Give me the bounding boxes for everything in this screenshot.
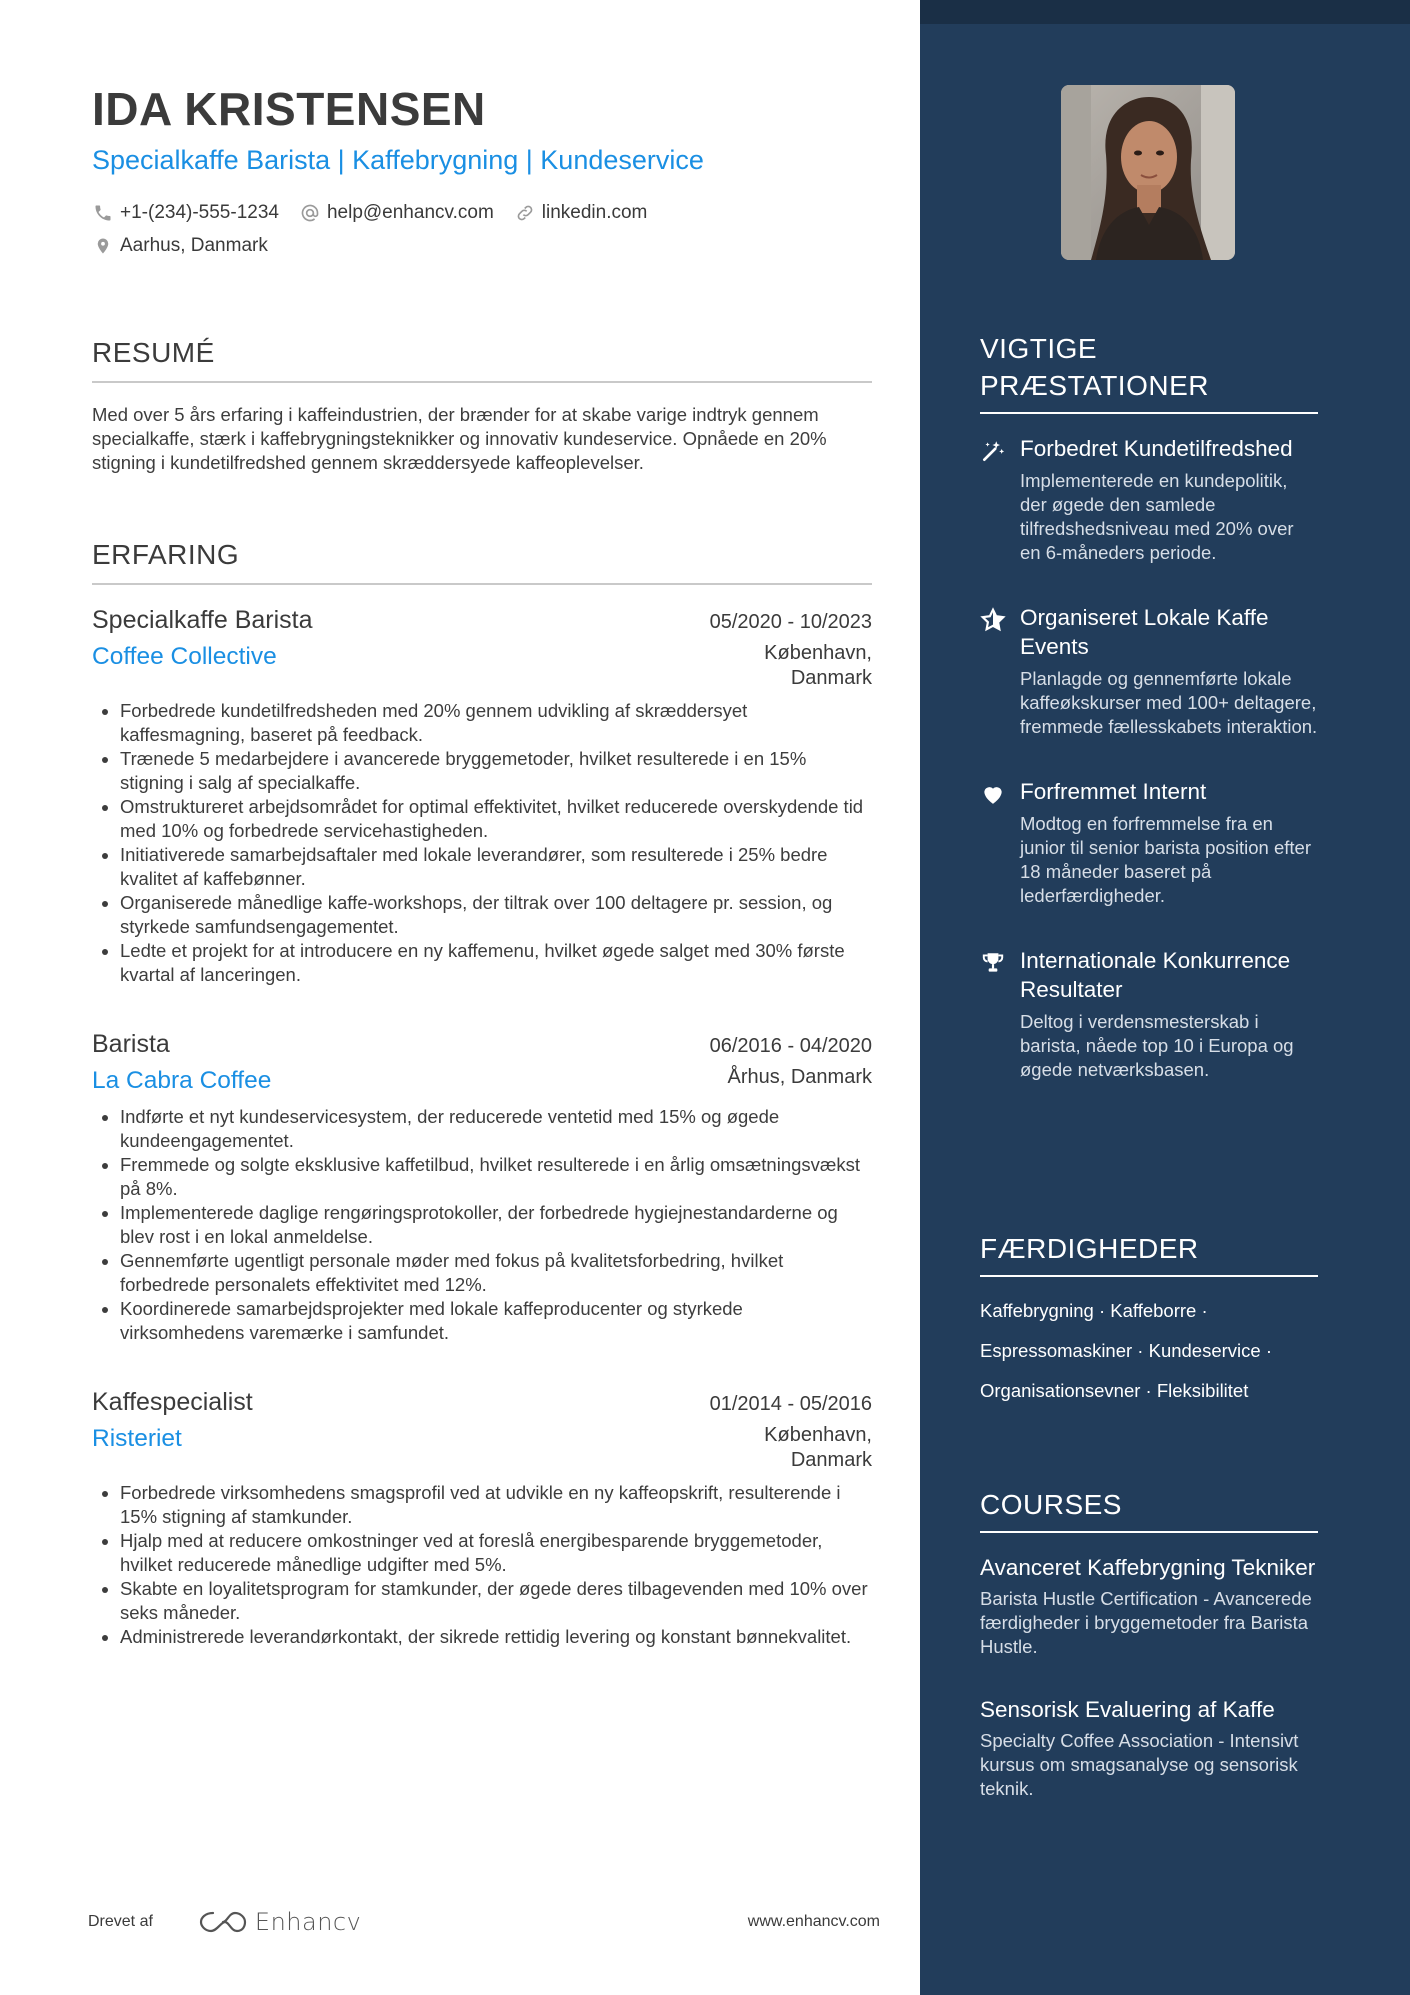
heart-icon	[980, 777, 1020, 908]
email-contact[interactable]	[299, 202, 494, 224]
job-bullets	[92, 1481, 872, 1649]
course-item	[980, 1553, 1318, 1659]
location-contact	[92, 235, 268, 257]
company-name[interactable]: Risteriet	[92, 1425, 182, 1452]
bullet-item: • Forbedrede virksomhedens smagsprofil ved at udvikle en ny kaffeopskrift, resulterende i 15% stigning af stamkunder.	[120, 1481, 872, 1529]
summary-section	[92, 335, 872, 475]
experience-title: ERFARING	[92, 537, 872, 585]
footer	[88, 1902, 880, 1942]
job-bullets	[92, 1105, 872, 1345]
achievement-desc: Planlagde og gennemførte lokale kaffeøkskurser med 100+ deltagere, fremmede fællesskabets interaktion.	[1020, 668, 1318, 737]
achievement-title: Internationale Konkurrence Resultater	[1020, 948, 1291, 1002]
achievement-title: Forbedret Kundetilfredshed	[1020, 436, 1293, 461]
bullet-item: • Fremmede og solgte eksklusive kaffetilbud, hvilket resulterede i en årlig omsætningsvækst på 8%.	[120, 1153, 872, 1201]
contact-info	[92, 196, 872, 262]
bullet-item: • Gennemførte ugentligt personale møder med fokus på kvalitetsforbedring, hvilket forbedrede personalets effektivitet med 12%.	[120, 1249, 872, 1297]
achievement-title: Forfremmet Internt	[1020, 779, 1207, 804]
bullet-item: • Administrerede leverandørkontakt, der sikrede rettidig levering og konstant bønnekvalitet.	[120, 1625, 872, 1649]
job-location-line1: København,	[764, 642, 872, 664]
bullet-item: • Hjalp med at reducere omkostninger ved at foreslå energibesparende bryggemetoder, hvilket reducerede månedlige udgifter med 5%.	[120, 1529, 872, 1577]
brand-logo[interactable]	[199, 1908, 361, 1936]
course-desc: Specialty Coffee Association - Intensivt kursus om smagsanalyse og sensorisk teknik.	[980, 1730, 1299, 1799]
job-location	[764, 1423, 872, 1473]
email-address: help@enhancv.com	[326, 201, 494, 223]
bullet-item: • Organiserede månedlige kaffe-workshops, der tiltrak over 100 deltagere pr. session, og styrkede samfundsengagementet.	[120, 891, 872, 939]
sidebar-top-bar	[920, 0, 1410, 24]
courses-title: COURSES	[980, 1486, 1318, 1533]
brand-name: Enhancv	[254, 1908, 362, 1936]
job-location-line1: Århus, Danmark	[727, 1066, 872, 1088]
sidebar	[920, 0, 1410, 1995]
job-date: 06/2016 - 04/2020	[709, 1035, 872, 1057]
job-entry	[92, 603, 872, 987]
skills-title: FÆRDIGHEDER	[980, 1230, 1318, 1277]
bullet-item: • Initiativerede samarbejdsaftaler med lokale leverandører, som resulterede i 25% bedre kvalitet af kaffebønner.	[120, 843, 872, 891]
location-pin-icon	[92, 235, 114, 257]
phone-contact[interactable]	[92, 202, 279, 224]
job-location-line2: Danmark	[790, 667, 872, 689]
achievement-title: Organiseret Lokale Kaffe Events	[1020, 605, 1269, 659]
summary-title: RESUMÉ	[92, 335, 872, 383]
company-name[interactable]: Coffee Collective	[92, 643, 277, 670]
job-title: Barista	[92, 1030, 170, 1058]
linkedin-url: linkedin.com	[541, 201, 648, 223]
powered-by-label: Drevet af	[88, 1913, 153, 1930]
course-desc: Barista Hustle Certification - Avancerede færdigheder i bryggemetoder fra Barista Hustle.	[980, 1588, 1312, 1657]
course-title: Sensorisk Evaluering af Kaffe	[980, 1697, 1275, 1722]
skills-line: Kaffebrygning · Kaffeborre ·	[980, 1300, 1208, 1321]
job-title: Kaffespecialist	[92, 1388, 253, 1416]
course-item	[980, 1695, 1318, 1801]
achievement-item	[980, 777, 1318, 908]
bullet-item: • Forbedrede kundetilfredsheden med 20% gennem udvikling af skræddersyet kaffesmagning, baseret på feedback.	[120, 699, 872, 747]
job-bullets	[92, 699, 872, 987]
job-location	[728, 1065, 873, 1090]
company-name[interactable]: La Cabra Coffee	[92, 1067, 272, 1094]
bullet-item: • Trænede 5 medarbejdere i avancerede bryggemetoder, hvilket resulterede i en 15% stigning i salg af specialkaffe.	[120, 747, 872, 795]
job-location-line2: Danmark	[790, 1449, 872, 1471]
skills-line: Espressomaskiner · Kundeservice ·	[980, 1340, 1272, 1361]
job-entry	[92, 1385, 872, 1649]
enhancv-logo-icon	[199, 1909, 247, 1935]
achievement-desc: Deltog i verdensmesterskab i barista, nåede top 10 i Europa og øgede netværksbasen.	[1020, 1011, 1294, 1080]
headline: Specialkaffe Barista | Kaffebrygning | Kundeservice	[92, 145, 704, 175]
phone-icon	[92, 202, 114, 224]
job-location	[764, 641, 872, 691]
at-icon	[299, 202, 321, 224]
achievement-item	[980, 946, 1318, 1082]
candidate-name: IDA KRISTENSEN	[92, 83, 486, 135]
trophy-icon	[980, 946, 1020, 1082]
achievements-title-line1: VIGTIGE	[980, 333, 1098, 364]
achievements-section	[980, 330, 1318, 1082]
achievement-desc: Modtog en forfremmelse fra en junior til senior barista position efter 18 måneder baseret på lederfærdigheder.	[1020, 813, 1312, 906]
summary-text: Med over 5 års erfaring i kaffeindustrien, der brænder for at skabe varige indtryk gennem specialkaffe, stærk i kaffebrygningsteknikker og innovativ kundeservice. Opnåede en 20% stigning i kundetilfredshed gennem skræddersyede kaffeoplevelser.	[92, 404, 827, 473]
achievement-item	[980, 434, 1318, 565]
job-location-line1: København,	[764, 1424, 872, 1446]
achievements-title	[980, 330, 1318, 414]
job-date: 05/2020 - 10/2023	[709, 611, 872, 633]
experience-section	[92, 537, 872, 1649]
star-icon	[980, 603, 1020, 739]
achievement-desc: Implementerede en kundepolitik, der øgede den samlede tilfredshedsniveau med 20% over en 6-måneders periode.	[1020, 470, 1294, 563]
bullet-item: • Skabte en loyalitetsprogram for stamkunder, der øgede deres tilbagevenden med 10% over seks måneder.	[120, 1577, 872, 1625]
location-text: Aarhus, Danmark	[120, 234, 268, 256]
courses-section	[980, 1486, 1318, 1801]
achievements-title-line2: PRÆSTATIONER	[980, 370, 1209, 401]
phone-number: +1-(234)-555-1234	[120, 201, 279, 223]
bullet-item: • Omstruktureret arbejdsområdet for optimal effektivitet, hvilket reducerede overskydende tid med 10% og forbedrede servicehastigheden.	[120, 795, 872, 843]
job-entry	[92, 1027, 872, 1345]
link-icon	[514, 202, 536, 224]
bullet-item: • Ledte et projekt for at introducere en ny kaffemenu, hvilket øgede salget med 30% første kvartal af lanceringen.	[120, 939, 872, 987]
skills-section	[980, 1230, 1318, 1411]
skills-list	[980, 1291, 1318, 1411]
linkedin-contact[interactable]	[514, 202, 648, 224]
bullet-item: • Koordinerede samarbejdsprojekter med lokale kaffeproducenter og styrkede virksomhedens varemærke i samfundet.	[120, 1297, 872, 1345]
bullet-item: • Indførte et nyt kundeservicesystem, der reducerede ventetid med 15% og øgede kundeengagementet.	[120, 1105, 872, 1153]
skills-line: Organisationsevner · Fleksibilitet	[980, 1380, 1249, 1401]
course-title: Avanceret Kaffebrygning Tekniker	[980, 1555, 1316, 1580]
bullet-item: • Implementerede daglige rengøringsprotokoller, der forbedrede hygiejnestandarderne og blev rost i en lokal anmeldelse.	[120, 1201, 872, 1249]
magic-wand-icon	[980, 434, 1020, 565]
job-title: Specialkaffe Barista	[92, 606, 313, 634]
main-column	[92, 78, 872, 1649]
profile-photo	[1061, 85, 1235, 260]
job-date: 01/2014 - 05/2016	[709, 1393, 872, 1415]
website-link[interactable]: www.enhancv.com	[747, 1913, 880, 1930]
achievement-item	[980, 603, 1318, 739]
